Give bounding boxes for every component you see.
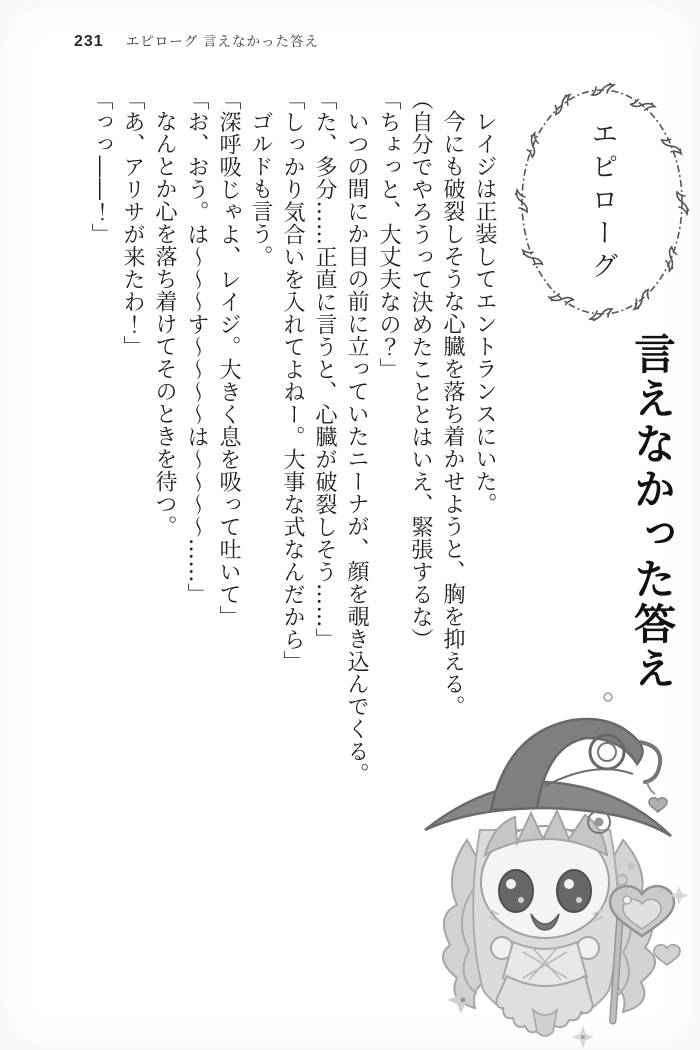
chapter-label: エピローグ <box>586 119 618 285</box>
paragraph: いつの間にか目の前に立っていたニーナが、顔を覗き込んでくる。 <box>344 110 369 785</box>
body-text <box>82 88 500 786</box>
running-header <box>74 30 319 51</box>
paragraph: 「た、多分……正直に言うと、心臓が破裂しそう……」 <box>312 88 337 651</box>
chibi-witch-illustration <box>395 690 697 1048</box>
paragraph: ゴルドも言う。 <box>248 110 273 268</box>
chapter-title: 言えなかった答え <box>628 332 677 692</box>
chapter-label-wreath <box>510 76 694 328</box>
paragraph: 「お、おう。は〜〜〜す〜〜〜〜は〜〜〜〜……」 <box>184 88 209 606</box>
paragraph: 「しっかり気合いを入れてよねー。大事な式なんだから」 <box>280 88 305 673</box>
paragraph: 「っっ――！」 <box>88 88 113 246</box>
paragraph: 「あ、アリサが来たわ！」 <box>120 88 145 358</box>
running-title: エピローグ 言えなかった答え <box>125 34 319 49</box>
paragraph: 「深呼吸じゃよ、レイジ。大きく息を吸って吐いて」 <box>216 88 241 628</box>
page-number: 231 <box>74 33 104 50</box>
paragraph: 今にも破裂しそうな心臓を落ち着かせようと、胸を抑える。 <box>440 110 465 718</box>
paragraph: なんとか心を落ち着けてそのときを待つ。 <box>152 110 177 538</box>
paragraph: 「ちょっと、大丈夫なの？」 <box>376 88 401 381</box>
chibi-witch-icon <box>395 690 697 1048</box>
paragraph: （自分でやろうって決めたこととはいえ、緊張するな） <box>408 88 433 651</box>
paragraph: レイジは正装してエントランスにいた。 <box>472 110 497 515</box>
